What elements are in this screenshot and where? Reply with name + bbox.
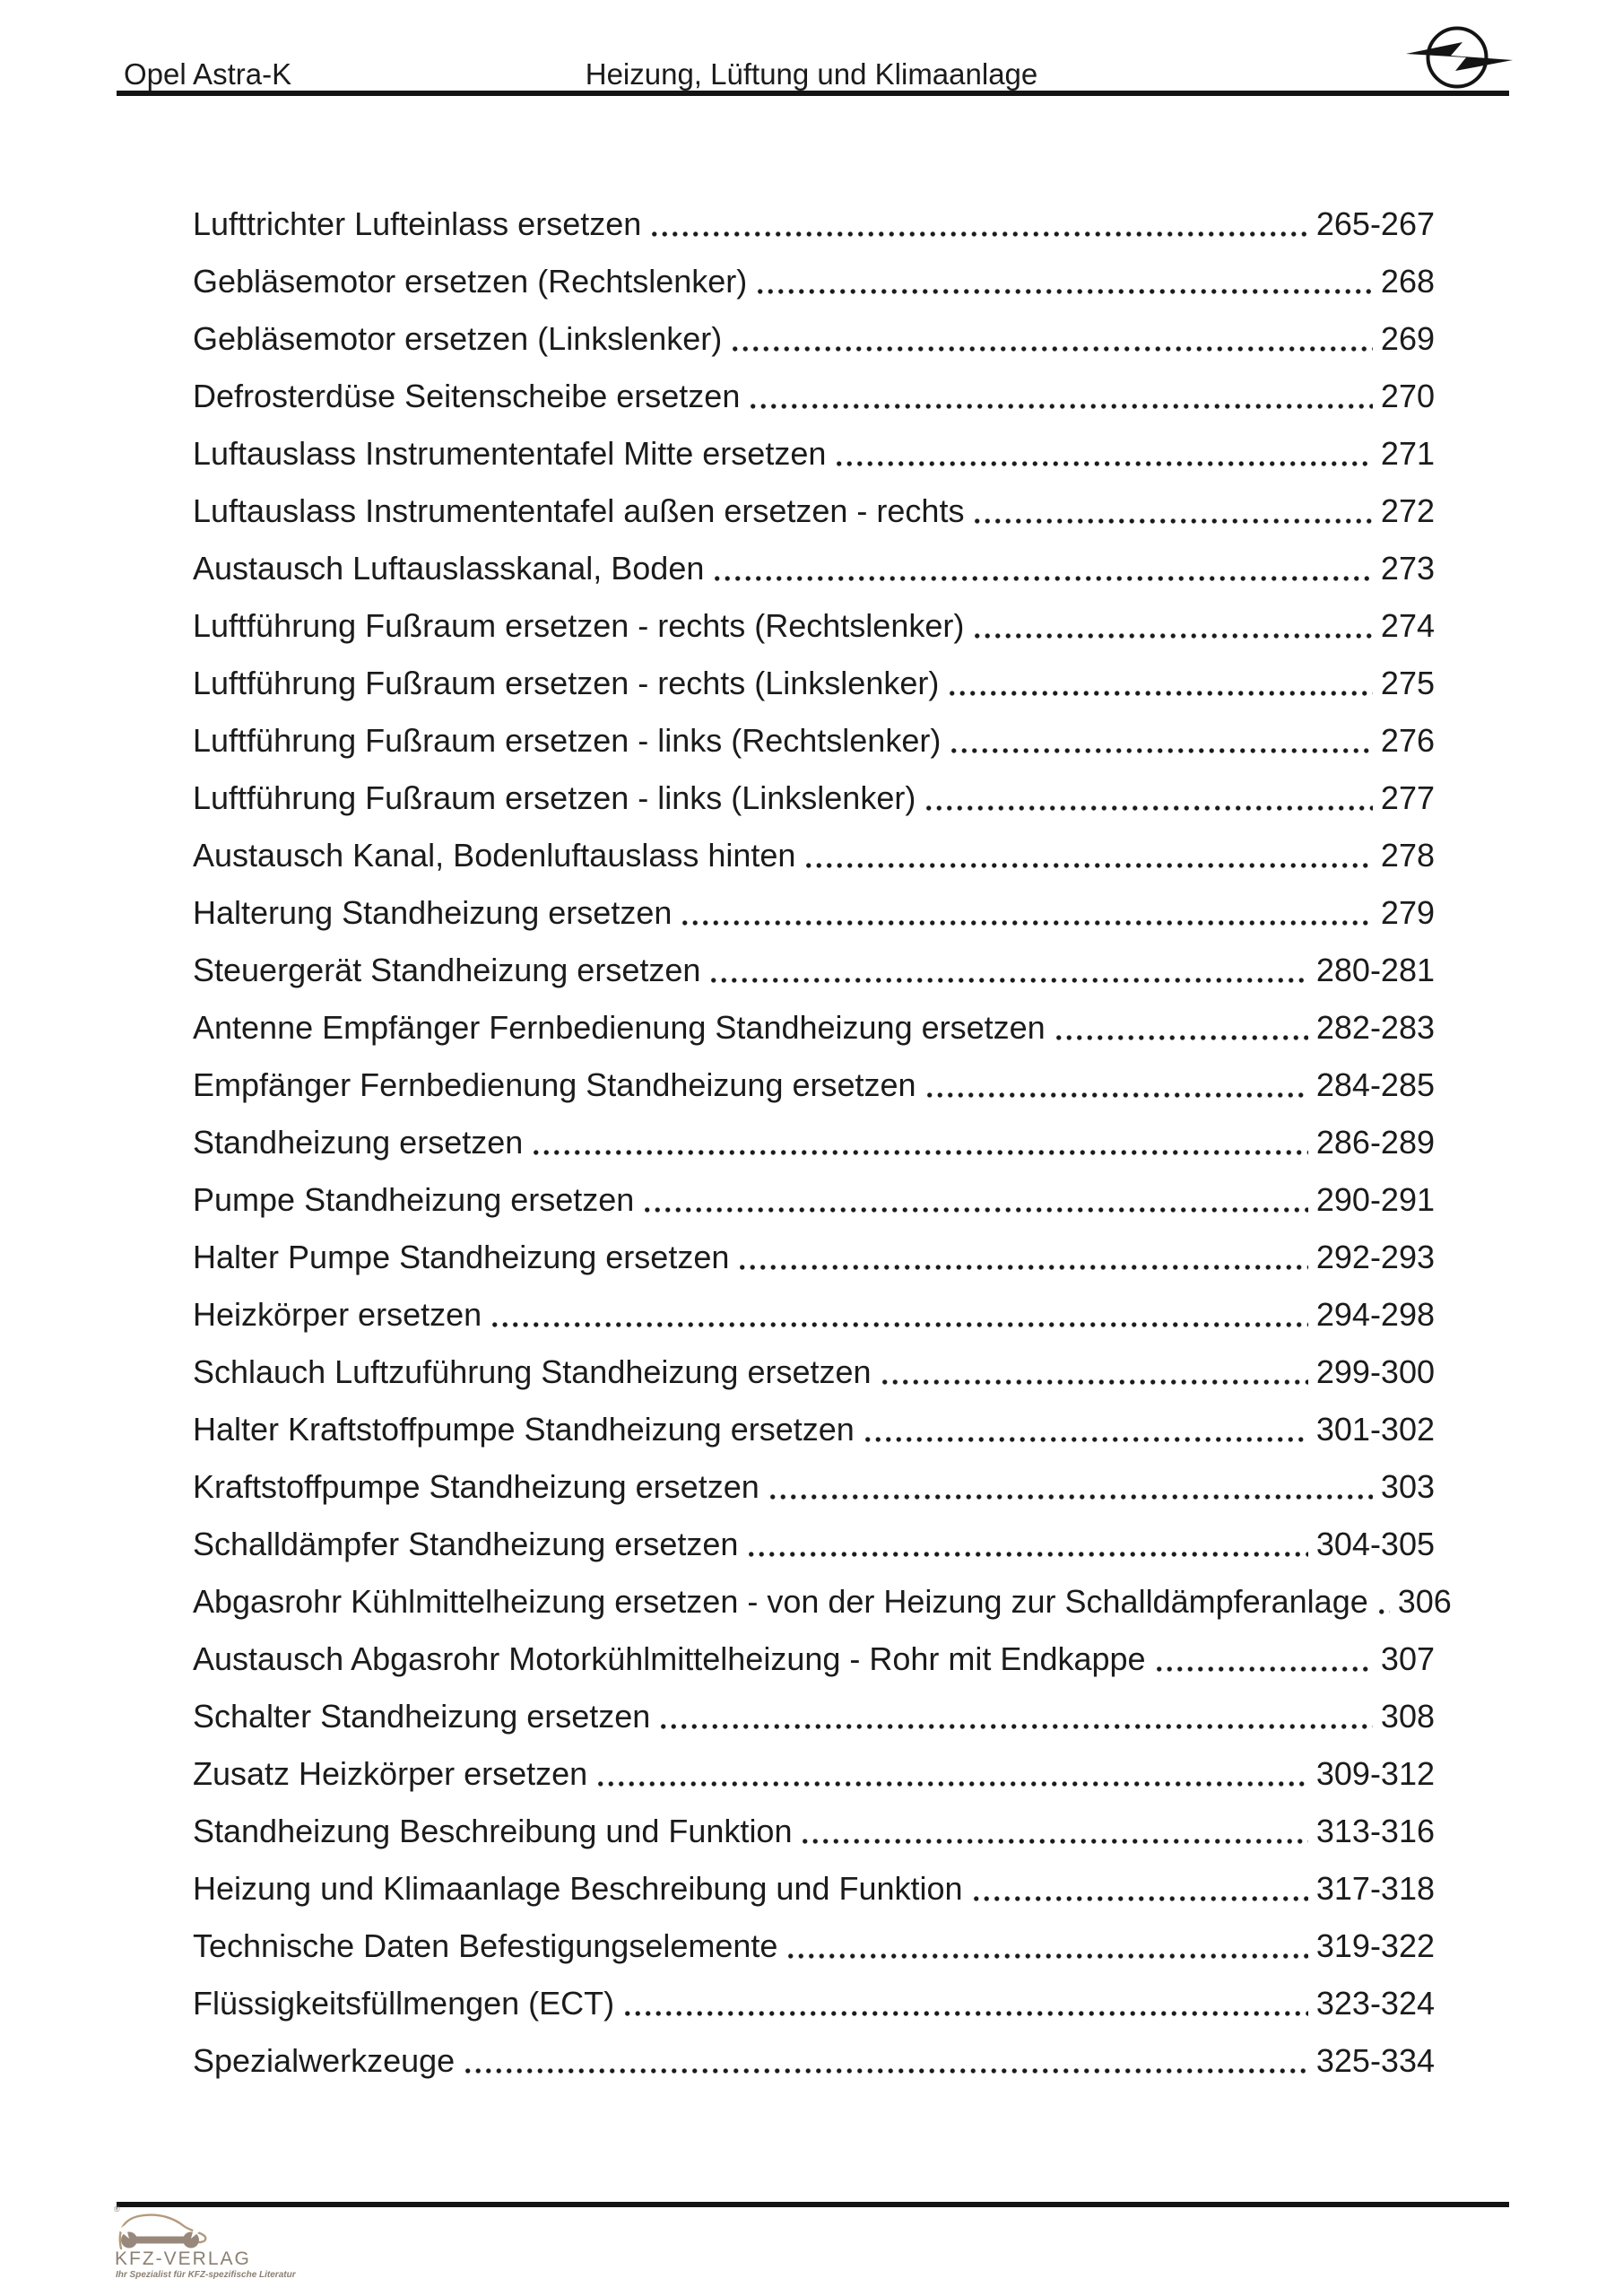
toc-entry-pages: 301-302 [1315, 1411, 1435, 1448]
toc-entry-label: Abgasrohr Kühlmittelheizung ersetzen - von der Heizung zur Schalldämpferanlage [193, 1583, 1368, 1620]
toc-entry-pages: 277 [1380, 779, 1435, 816]
toc-entry[interactable] [193, 999, 1435, 1057]
toc-dot-leader [727, 310, 1373, 368]
toc-entry[interactable] [193, 1860, 1435, 1918]
toc-entry-label: Austausch Kanal, Bodenluftauslass hinten [193, 837, 796, 874]
toc-entry-pages: 271 [1380, 435, 1435, 472]
toc-entry-label: Defrosterdüse Seitenscheibe ersetzen [193, 378, 741, 414]
toc-entry-label: Technische Daten Befestigungselemente [193, 1927, 778, 1964]
toc-entry-pages: 319-322 [1315, 1927, 1435, 1964]
toc-dot-leader [639, 1171, 1308, 1229]
toc-dot-leader [921, 770, 1373, 827]
toc-dot-leader [528, 1114, 1308, 1171]
toc-entry-label: Luftführung Fußraum ersetzen - links (Linkslenker) [193, 779, 916, 816]
toc-entry-label: Spezialwerkzeuge [193, 2042, 456, 2079]
toc-entry[interactable] [193, 1516, 1435, 1573]
header-chapter-title: Heizung, Lüftung und Klimaanlage [585, 57, 1038, 91]
toc-dot-leader [969, 483, 1372, 540]
toc-entry-label: Schalter Standheizung ersetzen [193, 1698, 651, 1735]
toc-entry-label: Schlauch Luftzuführung Standheizung ersetzen [193, 1353, 872, 1390]
toc-dot-leader [734, 1229, 1308, 1286]
toc-entry-pages: 325-334 [1315, 2042, 1435, 2079]
toc-entry[interactable] [193, 884, 1435, 942]
toc-dot-leader [801, 827, 1372, 884]
registered-trademark-mark: ® [114, 2205, 120, 2213]
toc-entry[interactable] [193, 1401, 1435, 1458]
toc-dot-leader [860, 1401, 1308, 1458]
toc-dot-leader [944, 655, 1373, 712]
toc-dot-leader [1151, 1631, 1373, 1688]
toc-entry-label: Halter Kraftstoffpumpe Standheizung ersetzen [193, 1411, 855, 1448]
toc-entry[interactable] [193, 597, 1435, 655]
toc-entry-label: Heizung und Klimaanlage Beschreibung und Funktion [193, 1870, 963, 1907]
toc-entry-pages: 303 [1380, 1468, 1435, 1505]
toc-entry[interactable] [193, 1918, 1435, 1975]
toc-dot-leader [677, 884, 1373, 942]
toc-dot-leader [655, 1688, 1373, 1745]
toc-entry-label: Austausch Abgasrohr Motorkühlmittelheizung - Rohr mit Endkappe [193, 1640, 1146, 1677]
toc-list [193, 196, 1452, 2090]
toc-entry[interactable] [193, 1573, 1452, 1631]
toc-entry-label: Schalldämpfer Standheizung ersetzen [193, 1526, 739, 1562]
toc-entry[interactable] [193, 942, 1435, 999]
toc-entry-label: Luftauslass Instrumententafel außen ersetzen - rechts [193, 492, 965, 529]
toc-entry-label: Steuergerät Standheizung ersetzen [193, 952, 701, 988]
toc-entry-pages: 279 [1380, 894, 1435, 931]
toc-dot-leader [620, 1975, 1308, 2032]
toc-dot-leader [593, 1745, 1308, 1803]
toc-entry[interactable] [193, 1745, 1435, 1803]
toc-entry-pages: 299-300 [1315, 1353, 1435, 1390]
header-document-title: Opel Astra-K [124, 57, 292, 91]
toc-entry[interactable] [193, 1458, 1435, 1516]
toc-entry-pages: 268 [1380, 263, 1435, 300]
toc-entry[interactable] [193, 310, 1435, 368]
toc-entry[interactable] [193, 425, 1435, 483]
toc-entry-label: Kraftstoffpumpe Standheizung ersetzen [193, 1468, 759, 1505]
toc-entry[interactable] [193, 770, 1435, 827]
toc-entry[interactable] [193, 253, 1435, 310]
toc-dot-leader [1051, 999, 1308, 1057]
toc-dot-leader [969, 597, 1373, 655]
toc-entry-pages: 307 [1380, 1640, 1435, 1677]
toc-dot-leader [783, 1918, 1307, 1975]
toc-entry-pages: 274 [1380, 607, 1435, 644]
toc-dot-leader [968, 1860, 1308, 1918]
toc-entry[interactable] [193, 2032, 1435, 2090]
toc-entry[interactable] [193, 1286, 1435, 1344]
toc-entry-label: Standheizung Beschreibung und Funktion [193, 1813, 793, 1849]
footer-brand-name: KFZ-VERLAG [115, 2248, 251, 2269]
toc-entry[interactable] [193, 655, 1435, 712]
toc-entry[interactable] [193, 540, 1435, 597]
toc-entry[interactable] [193, 483, 1435, 540]
toc-entry[interactable] [193, 712, 1435, 770]
toc-entry-label: Luftführung Fußraum ersetzen - rechts (Rechtslenker) [193, 607, 965, 644]
toc-entry-label: Pumpe Standheizung ersetzen [193, 1181, 635, 1218]
toc-entry-pages: 269 [1380, 320, 1435, 357]
toc-entry[interactable] [193, 1975, 1435, 2032]
opel-blitz-icon [1394, 16, 1529, 92]
toc-entry-pages: 275 [1380, 665, 1435, 701]
toc-entry-pages: 317-318 [1315, 1870, 1435, 1907]
toc-entry-label: Luftauslass Instrumententafel Mitte ersetzen [193, 435, 827, 472]
toc-entry[interactable] [193, 1057, 1435, 1114]
toc-dot-leader [765, 1458, 1373, 1516]
toc-entry[interactable] [193, 1631, 1435, 1688]
toc-dot-leader [1374, 1573, 1390, 1631]
toc-dot-leader [752, 253, 1373, 310]
toc-dot-leader [709, 540, 1373, 597]
toc-entry-pages: 304-305 [1315, 1526, 1435, 1562]
toc-dot-leader [706, 942, 1307, 999]
toc-dot-leader [743, 1516, 1307, 1573]
toc-entry-pages: 286-289 [1315, 1124, 1435, 1161]
toc-entry-label: Standheizung ersetzen [193, 1124, 524, 1161]
toc-entry[interactable] [193, 1688, 1435, 1745]
toc-dot-leader [797, 1803, 1307, 1860]
toc-entry-label: Luftführung Fußraum ersetzen - rechts (Linkslenker) [193, 665, 940, 701]
toc-entry-pages: 290-291 [1315, 1181, 1435, 1218]
toc-dot-leader [745, 368, 1373, 425]
toc-entry-pages: 284-285 [1315, 1066, 1435, 1103]
toc-entry-pages: 323-324 [1315, 1985, 1435, 2022]
toc-entry-label: Lufttrichter Lufteinlass ersetzen [193, 205, 642, 242]
footer-rule [117, 2202, 1509, 2207]
toc-entry-label: Zusatz Heizkörper ersetzen [193, 1755, 588, 1792]
toc-entry-pages: 313-316 [1315, 1813, 1435, 1849]
toc-entry[interactable] [193, 196, 1435, 253]
toc-entry[interactable] [193, 368, 1435, 425]
toc-entry[interactable] [193, 1803, 1435, 1860]
toc-entry-pages: 309-312 [1315, 1755, 1435, 1792]
toc-entry-label: Halter Pumpe Standheizung ersetzen [193, 1239, 730, 1275]
toc-entry[interactable] [193, 827, 1435, 884]
toc-entry-pages: 270 [1380, 378, 1435, 414]
toc-dot-leader [922, 1057, 1308, 1114]
toc-entry[interactable] [193, 1344, 1435, 1401]
toc-entry-pages: 308 [1380, 1698, 1435, 1735]
toc-entry-pages: 292-293 [1315, 1239, 1435, 1275]
header-rule [117, 91, 1509, 96]
toc-entry[interactable] [193, 1171, 1435, 1229]
toc-entry-pages: 265-267 [1315, 205, 1435, 242]
toc-entry-label: Halterung Standheizung ersetzen [193, 894, 673, 931]
toc-dot-leader [647, 196, 1308, 253]
toc-dot-leader [460, 2032, 1308, 2090]
toc-entry-label: Austausch Luftauslasskanal, Boden [193, 550, 705, 587]
toc-entry-pages: 294-298 [1315, 1296, 1435, 1333]
toc-entry-label: Empfänger Fernbedienung Standheizung ersetzen [193, 1066, 916, 1103]
toc-entry-label: Antenne Empfänger Fernbedienung Standheizung ersetzen [193, 1009, 1046, 1046]
toc-entry[interactable] [193, 1114, 1435, 1171]
toc-entry[interactable] [193, 1229, 1435, 1286]
toc-entry-label: Luftführung Fußraum ersetzen - links (Rechtslenker) [193, 722, 942, 759]
toc-entry-pages: 282-283 [1315, 1009, 1435, 1046]
toc-entry-pages: 278 [1380, 837, 1435, 874]
toc-dot-leader [831, 425, 1373, 483]
toc-entry-label: Gebläsemotor ersetzen (Rechtslenker) [193, 263, 748, 300]
footer-brand-tagline: Ihr Spezialist für KFZ-spezifische Literatur [116, 2270, 296, 2280]
toc-dot-leader [487, 1286, 1308, 1344]
toc-dot-leader [877, 1344, 1308, 1401]
toc-entry-pages: 306 [1397, 1583, 1452, 1620]
toc-entry-pages: 273 [1380, 550, 1435, 587]
toc-entry-pages: 280-281 [1315, 952, 1435, 988]
toc-dot-leader [946, 712, 1373, 770]
toc-entry-pages: 276 [1380, 722, 1435, 759]
toc-entry-label: Flüssigkeitsfüllmengen (ECT) [193, 1985, 615, 2022]
kfz-verlag-car-wrench-icon [114, 2209, 216, 2252]
toc-entry-pages: 272 [1380, 492, 1435, 529]
toc-entry-label: Heizkörper ersetzen [193, 1296, 482, 1333]
toc-entry-label: Gebläsemotor ersetzen (Linkslenker) [193, 320, 723, 357]
